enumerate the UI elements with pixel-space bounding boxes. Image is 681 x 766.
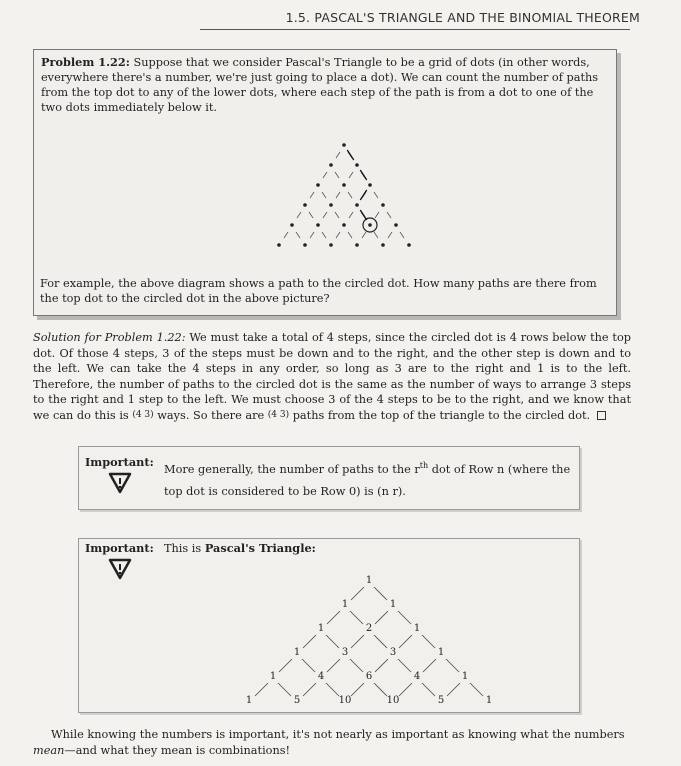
important-label: Important:	[85, 455, 154, 469]
pascal-connector	[422, 635, 435, 648]
pascal-dot-grid	[277, 143, 411, 247]
pascal-connector	[326, 683, 339, 696]
solution-label: Solution for Problem 1.22:	[33, 331, 186, 344]
grid-dot	[316, 183, 320, 187]
dot-connector	[336, 152, 340, 158]
dot-connector	[323, 212, 327, 218]
pascal-connector	[279, 659, 292, 672]
running-head: 1.5. PASCAL'S TRIANGLE AND THE BINOMIAL THEOREM	[285, 10, 640, 25]
dot-connector	[322, 192, 326, 198]
dot-connector	[348, 232, 352, 238]
dot-connector	[387, 212, 391, 218]
dot-connector	[310, 232, 314, 238]
grid-dot	[381, 243, 385, 247]
pascal-number: 1	[269, 671, 277, 682]
closing-italic-mean: mean	[33, 743, 65, 757]
dot-connector	[348, 192, 352, 198]
pascal-connector	[351, 683, 364, 696]
pascal-connector	[303, 635, 316, 648]
dot-connector	[388, 232, 392, 238]
pascal-connector	[327, 611, 340, 624]
important-label-2: Important:	[85, 541, 154, 555]
grid-dot	[342, 223, 346, 227]
pascal-number: 5	[437, 695, 445, 706]
pascal-number: 1	[437, 647, 445, 658]
closing-text-1: While knowing the numbers is important, it's not nearly as important as knowing what the numbers	[51, 728, 625, 741]
pascal-connector	[374, 587, 387, 600]
pascal-number: 1	[341, 599, 349, 610]
binomial-4-choose-3: (4 3)	[132, 410, 154, 421]
pascal-number: 10	[338, 695, 352, 706]
pascal-connector	[351, 587, 364, 600]
grid-dot	[290, 223, 294, 227]
grid-dot	[381, 203, 385, 207]
problem-box	[33, 49, 617, 316]
solution-paragraph	[33, 330, 631, 424]
dot-connector	[374, 192, 378, 198]
solution-text-2: ways. So there are	[157, 408, 265, 422]
pascal-connector	[399, 683, 412, 696]
important-text-part-2: dot of Row n (where the top dot is considered to be Row 0) is	[164, 462, 571, 498]
dot-connector	[309, 212, 313, 218]
pascal-triangle-numbers	[246, 575, 492, 706]
pascal-connector	[447, 683, 460, 696]
pascal-number: 3	[389, 647, 397, 658]
dot-connector	[362, 232, 366, 238]
pascal-connector	[423, 659, 436, 672]
closing-text-2: —and what they mean is combinations!	[64, 743, 291, 757]
pascal-connector	[375, 611, 388, 624]
pascal-connector	[303, 683, 316, 696]
problem-label: Problem 1.22:	[41, 55, 130, 69]
dot-connector	[335, 212, 339, 218]
pascal-number: 1	[461, 671, 469, 682]
dot-connector	[297, 212, 301, 218]
pascal-connector	[398, 659, 411, 672]
pascal-connector	[302, 659, 315, 672]
pascal-connector	[350, 611, 363, 624]
grid-dot	[329, 203, 333, 207]
dot-connector	[284, 232, 288, 238]
qed-square-icon	[597, 411, 606, 420]
solution-text-3: paths from the top of the triangle to the circled dot.	[292, 408, 591, 422]
grid-dot	[342, 183, 346, 187]
pascal-number: 1	[365, 575, 373, 586]
important-formula-n-choose-r: (n r).	[377, 484, 406, 498]
grid-dot	[407, 243, 411, 247]
pascal-connector	[398, 611, 411, 624]
dot-connector	[336, 192, 340, 198]
grid-dot	[355, 163, 359, 167]
path-step-arrow	[360, 170, 367, 180]
solution-text-1: We must take a total of 4 steps, since the circled dot is 4 rows below the top dot. Of those 4 steps, 3 of the steps must be down and to the right, and the other step is down and to the left. We can take the 4 steps in any order, so long as 3 are to the right and 1 is to the left. Therefore, the number of paths to the circled dot is the same as the number of ways to arrange 3 steps to the right and 1 step to the left. We must choose 3 of the 4 steps to be to the right, and we know that we can do this is	[33, 331, 631, 422]
dot-connector	[310, 192, 314, 198]
pascal-number: 1	[293, 647, 301, 658]
pascal-number: 2	[365, 623, 373, 634]
closing-paragraph	[33, 727, 631, 758]
grid-dot	[355, 203, 359, 207]
pascal-connector	[399, 635, 412, 648]
pascal-connector	[278, 683, 291, 696]
important-box-pascal	[78, 538, 580, 713]
pascal-connector	[422, 683, 435, 696]
pascal-number: 1	[317, 623, 325, 634]
warning-shield-icon	[107, 471, 133, 495]
dot-connector	[323, 172, 327, 178]
dot-connector	[336, 232, 340, 238]
important-text-part-1: More generally, the number of paths to the r	[164, 462, 420, 476]
pascal-connector	[374, 683, 387, 696]
grid-dot	[368, 223, 372, 227]
pascal-intro-bold: Pascal's Triangle:	[204, 541, 316, 555]
pascal-number: 6	[365, 671, 373, 682]
grid-dot	[277, 243, 281, 247]
pascal-connector	[255, 683, 268, 696]
pascal-connector	[374, 635, 387, 648]
dot-connector	[375, 212, 379, 218]
dot-connector	[349, 212, 353, 218]
dot-connector	[322, 232, 326, 238]
grid-dot	[355, 243, 359, 247]
pascal-number: 5	[293, 695, 301, 706]
pascal-connector	[350, 659, 363, 672]
pascal-connector	[327, 659, 340, 672]
pascal-connector	[326, 635, 339, 648]
grid-dot	[342, 143, 346, 147]
problem-followup: For example, the above diagram shows a path to the circled dot. How many paths are there from the top dot to the circled dot in the above picture?	[40, 277, 597, 305]
pascal-number: 1	[485, 695, 493, 706]
pascal-number: 1	[413, 623, 421, 634]
grid-dot	[368, 183, 372, 187]
header-rule	[200, 29, 630, 30]
pascal-intro-prefix: This is	[164, 542, 202, 555]
pascal-number: 4	[317, 671, 325, 682]
path-step-arrow	[360, 210, 367, 220]
path-step-arrow	[360, 190, 367, 200]
grid-dot	[316, 223, 320, 227]
pascal-connector	[470, 683, 483, 696]
pascal-number: 1	[389, 599, 397, 610]
superscript-th: th	[419, 461, 429, 470]
important-general-text	[164, 455, 574, 503]
pascal-number: 3	[341, 647, 349, 658]
grid-dot	[303, 203, 307, 207]
dot-connector	[400, 232, 404, 238]
dot-connector	[374, 232, 378, 238]
grid-dot	[303, 243, 307, 247]
pascal-connector	[446, 659, 459, 672]
problem-statement-text: Suppose that we consider Pascal's Triangle to be a grid of dots (in other words, everywhere there's a number, we're just going to place a dot). We can count the number of paths from the top dot to any of the lower dots, where each step of the path is from a dot to one of the two dots immediately below it.	[41, 56, 599, 114]
grid-dot	[329, 243, 333, 247]
pascal-number: 1	[245, 695, 253, 706]
dot-connector	[296, 232, 300, 238]
pascal-connector	[375, 659, 388, 672]
important-box-general	[78, 446, 580, 510]
grid-dot	[329, 163, 333, 167]
pascal-number: 4	[413, 671, 421, 682]
pascal-connector	[351, 635, 364, 648]
dot-connector	[349, 172, 353, 178]
pascal-triangle-diagram	[79, 539, 579, 712]
pascal-number: 10	[386, 695, 400, 706]
path-step-arrow	[347, 150, 354, 160]
binomial-4-choose-3-second: (4 3)	[267, 410, 290, 421]
grid-dot	[394, 223, 398, 227]
dot-connector	[335, 172, 339, 178]
